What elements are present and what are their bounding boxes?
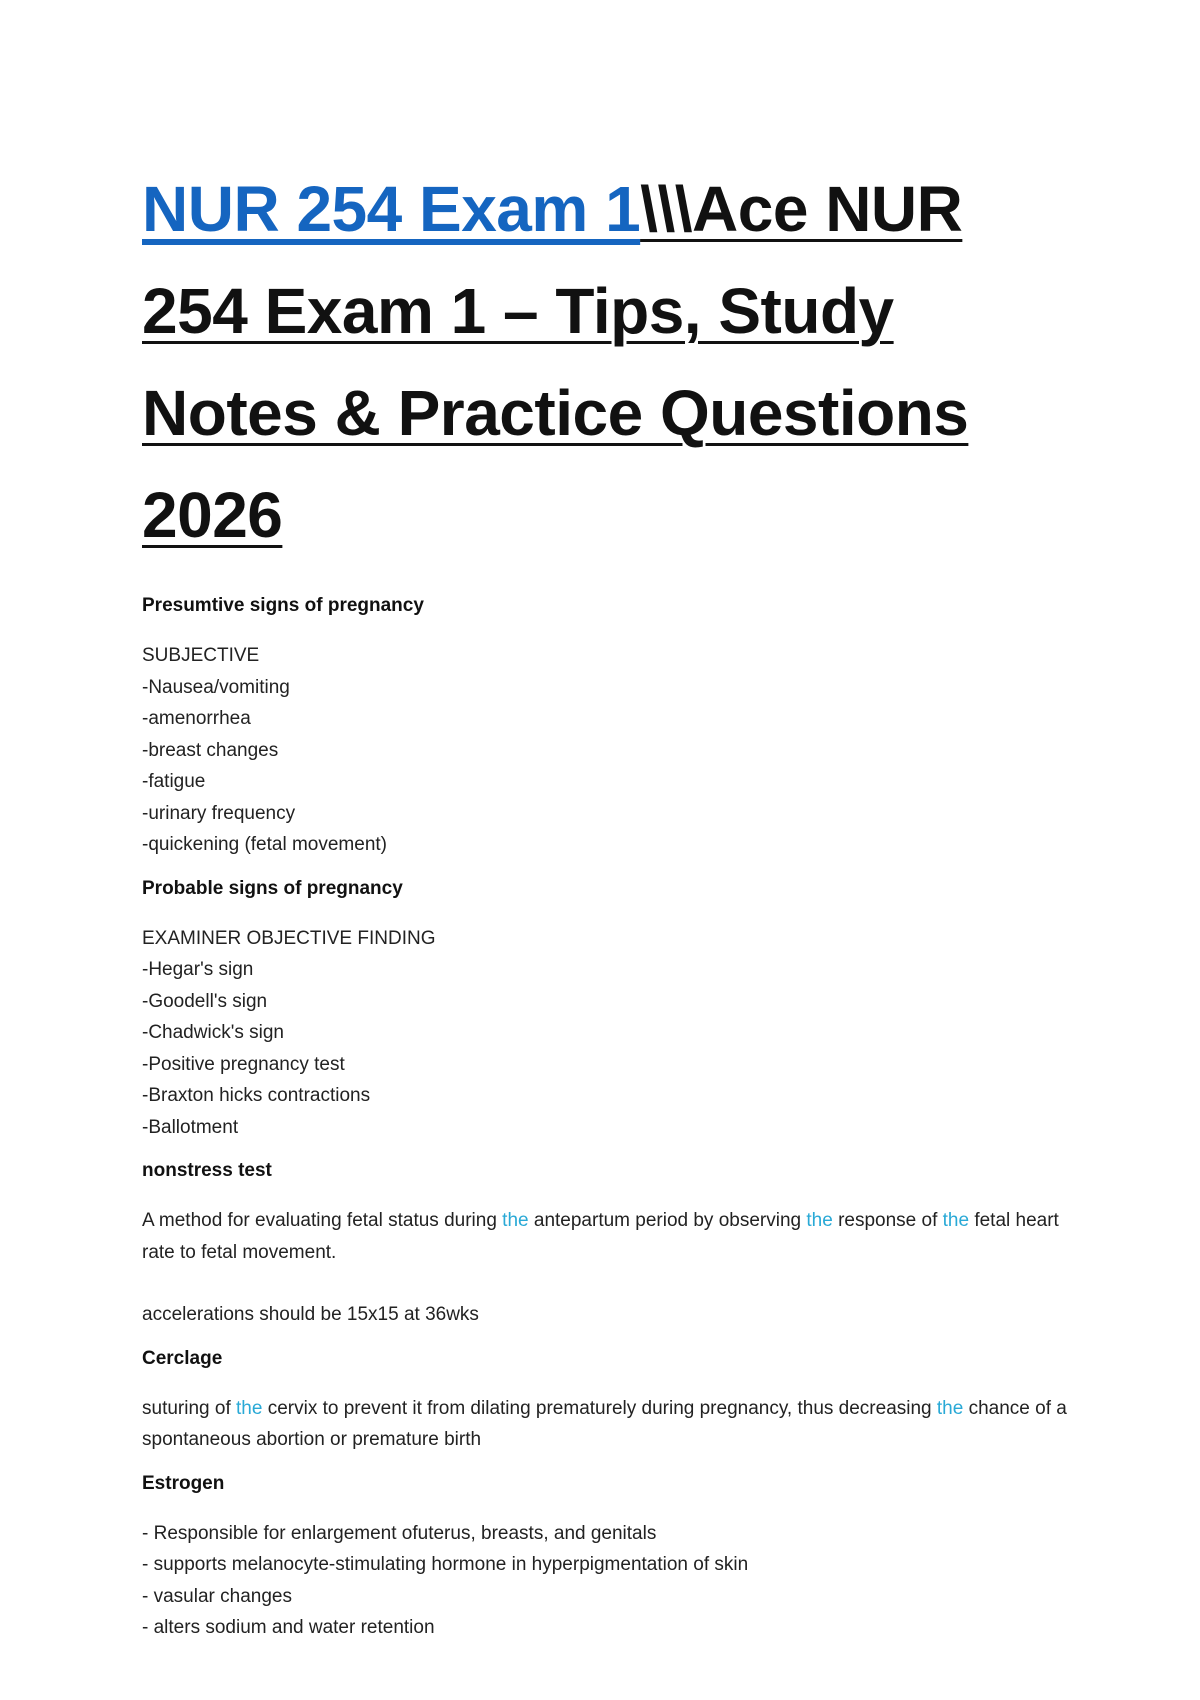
document-title <box>142 158 1072 566</box>
list-item: - vasular changes <box>142 1585 292 1607</box>
text-span: suturing of <box>142 1397 236 1419</box>
text-span: response of <box>832 1210 943 1231</box>
section-heading: Estrogen <box>142 1472 225 1494</box>
highlighted-word: the <box>942 1210 970 1231</box>
title-link[interactable]: NUR 254 Exam 1 <box>142 173 641 245</box>
list-item: -Goodell's sign <box>142 990 268 1012</box>
text-span: antepartum period by observing <box>528 1210 807 1231</box>
list-item: - alters sodium and water retention <box>142 1617 435 1638</box>
list-item: - supports melanocyte-stimulating hormone in hyperpigmentation of skin <box>142 1554 749 1575</box>
section-heading: Cerclage <box>142 1347 223 1369</box>
section-nonstress-test <box>142 1157 1072 1331</box>
document-page <box>142 158 1072 1658</box>
section-cerclage <box>142 1345 1072 1456</box>
title-text: \\\Ace NUR 254 Exam 1 – Tips, Study Notes & Practice Questions 2026 <box>142 173 969 551</box>
definition-paragraph <box>142 1205 1072 1268</box>
note-paragraph: accelerations should be 15x15 at 36wks <box>142 1304 479 1325</box>
section-estrogen <box>142 1470 1072 1644</box>
list-item: -Chadwick's sign <box>142 1022 284 1043</box>
section-presumptive-signs <box>142 592 1072 861</box>
list-item: -fatigue <box>142 771 206 792</box>
section-heading: nonstress test <box>142 1160 272 1181</box>
highlighted-word: the <box>936 1397 964 1419</box>
list-item: -Nausea/vomiting <box>142 676 290 698</box>
section-heading: Probable signs of pregnancy <box>142 877 403 899</box>
highlighted-word: the <box>236 1397 263 1419</box>
list-item: - Responsible for enlargement ofuterus, breasts, and genitals <box>142 1522 657 1544</box>
text-span: fetal heart rate to fetal movement. <box>142 1210 1059 1263</box>
text-span: A method for evaluating fetal status during <box>142 1210 503 1231</box>
highlighted-word: the <box>806 1210 833 1231</box>
section-probable-signs <box>142 875 1072 1144</box>
list-item: -Braxton hicks contractions <box>142 1085 371 1106</box>
list-item: -amenorrhea <box>142 708 251 729</box>
definition-paragraph <box>142 1393 1072 1456</box>
list-item: -Hegar's sign <box>142 959 254 980</box>
text-span: chance of a spontaneous abortion or premature birth <box>142 1397 1067 1450</box>
list-item: -urinary frequency <box>142 802 296 824</box>
section-heading: Presumtive signs of pregnancy <box>142 595 424 616</box>
list-item: EXAMINER OBJECTIVE FINDING <box>142 927 436 949</box>
list-item: -Ballotment <box>142 1116 239 1138</box>
list-item: -Positive pregnancy test <box>142 1053 345 1075</box>
list-item: -quickening (fetal movement) <box>142 834 387 855</box>
list-item: -breast changes <box>142 739 279 761</box>
text-span: cervix to prevent it from dilating prematurely during pregnancy, thus decreasing <box>262 1397 937 1419</box>
list-item: SUBJECTIVE <box>142 645 260 666</box>
highlighted-word: the <box>502 1210 529 1231</box>
